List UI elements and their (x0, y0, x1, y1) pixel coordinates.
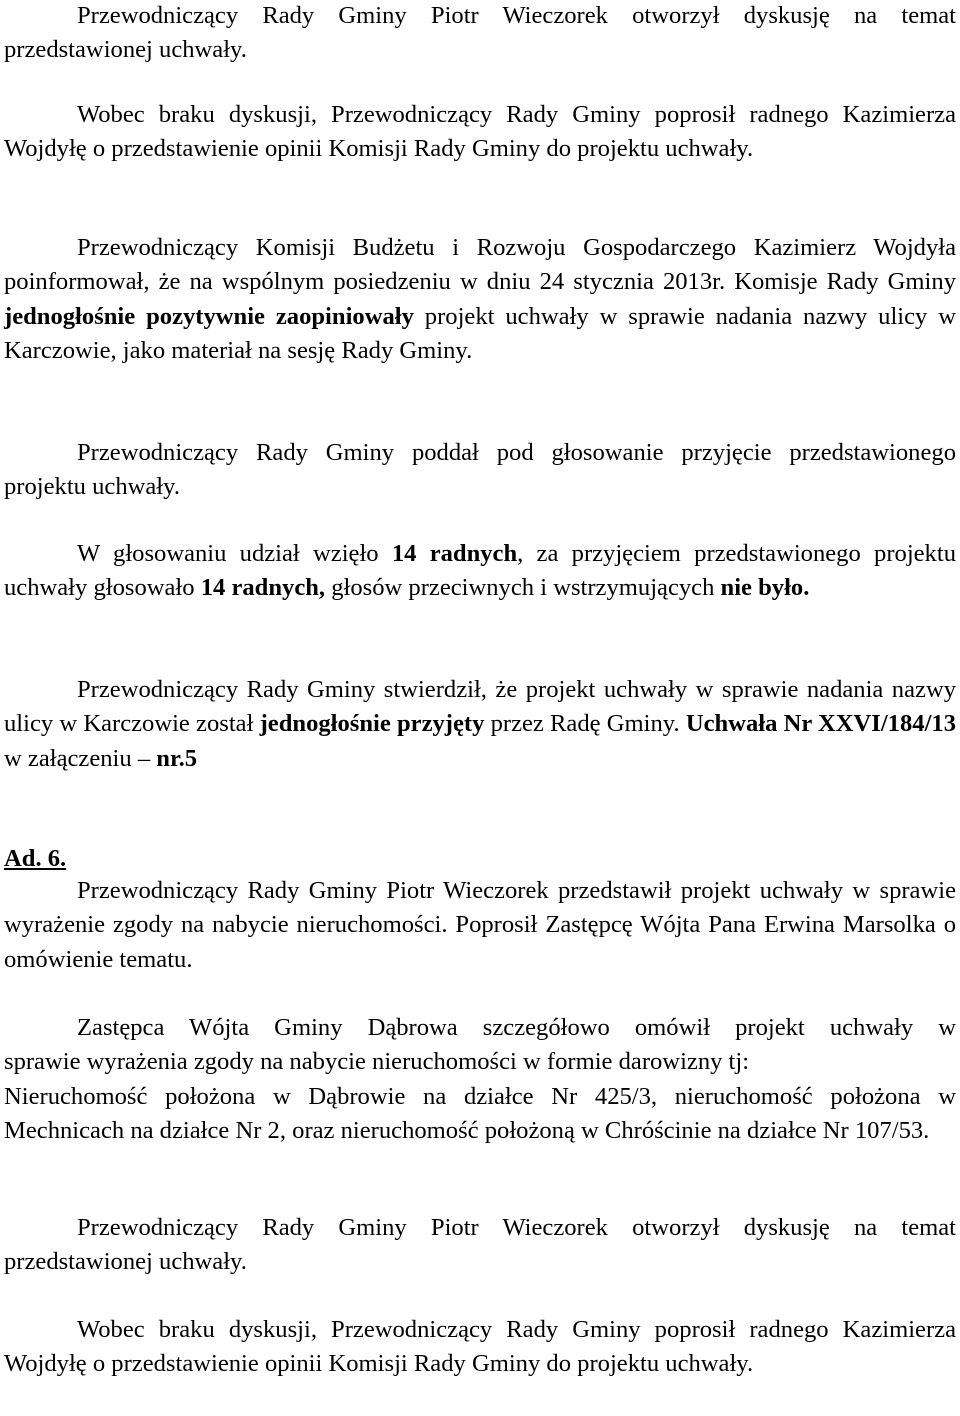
resolution-adopted-bold-unanimous: jednogłośnie przyjęty (259, 710, 485, 738)
paragraph-vote-result (4, 537, 956, 606)
vote-result-text-c: , za przyjęciem przedstawionego projektu uchwały głosowało (4, 540, 956, 602)
paragraph-deputy-mayor-explanation (4, 1011, 956, 1148)
vote-result-text-e: głosów przeciwnych i wstrzymujących (325, 574, 721, 602)
attachment-number: nr.5 (156, 744, 198, 772)
paragraph-commission-opinion-request-2: Wobec braku dyskusji, Przewodniczący Rady Gminy poprosił radnego Kazimierza Wojdyłę o przedstawienie opinii Komisji Rady Gminy do projektu uchwały. (4, 1316, 956, 1378)
resolution-adopted-text-c: przez Radę Gminy. (484, 710, 686, 738)
vote-result-text-a: W głosowaniu udział wzięło (77, 540, 392, 567)
deputy-explanation-line-1: Zastępca Wójta Gminy Dąbrowa szczegółowo omówił projekt uchwały w (77, 1014, 956, 1041)
commission-report-text-a: Przewodniczący Komisji Budżetu i Rozwoju Gospodarczego Kazimierz Wojdyła poinformował, że na wspólnym posiedzeniu w dniu 24 stycznia 2013r. Komisje Rady Gminy (4, 234, 956, 296)
commission-report-bold-verdict: jednogłośnie pozytywnie zaopiniowały (4, 302, 414, 330)
deputy-explanation-properties: Nieruchomość położona w Dąbrowie na działce Nr 425/3, nieruchomość położona w Mechnicach na działce Nr 2, oraz nieruchomość położoną w Chróścinie na działce Nr 107/53. (4, 1082, 956, 1144)
paragraph-discussion-opened-1: Przewodniczący Rady Gminy Piotr Wieczorek otworzył dyskusję na temat przedstawionej uchwały. (4, 2, 956, 64)
paragraph-item6-presented: Przewodniczący Rady Gminy Piotr Wieczorek przedstawił projekt uchwały w sprawie wyrażenie zgody na nabycie nieruchomości. Poprosił Zastępcę Wójta Pana Erwina Marsolka o omówienie tematu. (4, 877, 956, 973)
paragraph-resolution-adopted (4, 673, 956, 776)
paragraph-discussion-opened-2: Przewodniczący Rady Gminy Piotr Wieczorek otworzył dyskusję na temat przedstawionej uchwały. (4, 1214, 956, 1276)
commission-report-text-c: projekt uchwały w sprawie nadania nazwy ulicy w Karczowie, jako materiał na sesję Rady Gminy. (4, 302, 956, 364)
paragraph-vote-called: Przewodniczący Rady Gminy poddał pod głosowanie przyjęcie przedstawionego projektu uchwały. (4, 439, 956, 501)
paragraph-commission-report (4, 231, 956, 368)
resolution-attachment-text: w załączeniu – (4, 744, 157, 772)
paragraph-commission-opinion-request-1: Wobec braku dyskusji, Przewodniczący Rady Gminy poprosił radnego Kazimierza Wojdyłę o przedstawienie opinii Komisji Rady Gminy do projektu uchwały. (4, 101, 956, 163)
resolution-adopted-text-a: Przewodniczący Rady Gminy stwierdził, że projekt uchwały w sprawie nadania nazwy ulicy w Karczowie został (4, 676, 956, 738)
vote-participants-count: 14 radnych (391, 540, 518, 567)
vote-against-none: nie było. (720, 574, 810, 602)
deputy-explanation-line-2: sprawie wyrażenia zgody na nabycie nieruchomości w formie darowizny tj: (4, 1048, 750, 1076)
agenda-item-heading: Ad. 6. (4, 845, 67, 872)
vote-for-count: 14 radnych, (200, 574, 326, 602)
resolution-number: Uchwała Nr XXVI/184/13 (685, 710, 957, 738)
